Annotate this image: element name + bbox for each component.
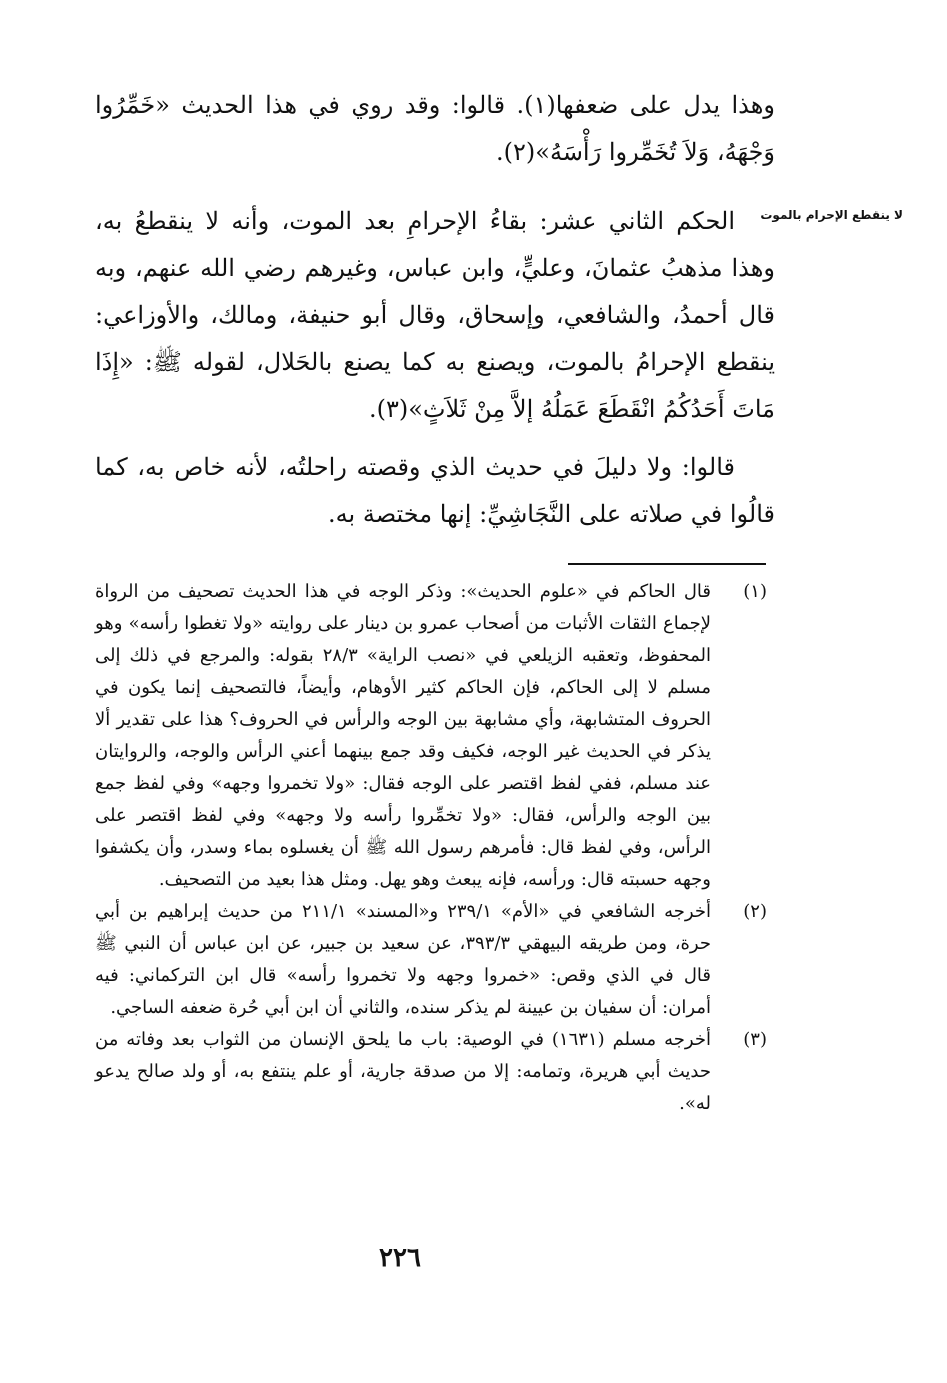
footnote-text: أخرجه الشافعي في «الأم» ٢٣٩/١ و«المسند» ٢١١/١ من حديث إبراهيم بن أبي حرة، ومن طريقه البيهقي ٣٩٣/٣، عن سعيد بن جبير، عن ابن عباس أن النبي ﷺ قال في الذي وقص: «خمروا وجهه ولا تخمروا رأسه» قال ابن التركماني: فيه أمران: أن سفيان بن عيينة لم يذكر سنده، والثاني أن ابن أبي حُرة ضعفه الساجي.	[95, 901, 711, 1018]
footnote-text: أخرجه مسلم (١٦٣١) في الوصية: باب ما يلحق الإنسان من الثواب بعد وفاته من حديث أبي هريرة، وتمامه: إلا من صدقة جارية، أو علم ينتفع به، أو ولد صالح يدعو له».	[95, 1029, 711, 1114]
footnote-text: قال الحاكم في «علوم الحديث»: وذكر الوجه في هذا الحديث تصحيف من الرواة لإجماع الثقات الأثبات من أصحاب عمرو بن دينار على روايته «ولا تغطوا رأسه» وهو المحفوظ، وتعقبه الزيلعي في «نصب الراية» ٢٨/٣ بقوله: والمرجع في ذلك إلى مسلم لا إلى الحاكم، فإن الحاكم كثير الأوهام، وأيضاً، فالتصحيف إنما يكون في الحروف المتشابهة، وأي مشابهة بين الوجه والرأس في الحروف؟ هذا على تقدير ألا يذكر في الحديث غير الوجه، فكيف وقد جمع بينهما أعني الرأس والوجه، والروايتان عند مسلم، ففي لفظ اقتصر على الوجه فقال: «ولا تخمروا وجهه» وفي لفظ جمع بين الوجه والرأس، فقال: «ولا تخمِّروا رأسه ولا وجهه» وفي لفظ اقتصر على الرأس، وفي لفظ قال: فأمرهم رسول الله ﷺ أن يغسلوه بماء وسدر، وأن يكشفوا وجهه حسبته قال: ورأسه، فإنه يبعث وهو يهل. ومثل هذا بعيد من التصحيف.	[95, 581, 711, 890]
body-paragraph-1: وهذا يدل على ضعفها(١). قالوا: وقد روي في هذا الحديث «خَمِّرُوا وَجْهَهُ، وَلاَ تُخَمِّروا رَأْسَهُ»(٢).	[95, 91, 775, 166]
footnotes	[95, 576, 767, 1120]
footnote-separator	[568, 563, 766, 565]
footnote-3	[95, 1024, 767, 1120]
footnote-number: (١)	[743, 581, 767, 602]
page-number: ٢٢٦	[379, 1243, 421, 1273]
footnote-2	[95, 896, 767, 1024]
footnote-1	[95, 576, 767, 896]
footnote-number: (٣)	[743, 1029, 767, 1050]
body-paragraph-2: الحكم الثاني عشر: بقاءُ الإحرامِ بعد الموت، وأنه لا ينقطعُ به، وهذا مذهبُ عثمانَ، وعليٍّ، وابن عباس، وغيرهم رضي الله عنهم، وبه قال أحمدُ، والشافعي، وإسحاق، وقال أبو حنيفة، ومالك، والأوزاعي: ينقطع الإحرامُ بالموت، ويصنع به كما يصنع بالحَلال، لقوله ﷺ: «إِذَا مَاتَ أَحَدُكُمُ انْقَطَعَ عَمَلُهُ إلاَّ مِنْ ثَلاَثٍ»(٣).	[95, 207, 775, 423]
footnote-number: (٢)	[743, 901, 767, 922]
margin-note: لا ينقطع الإحرام بالموت	[760, 208, 903, 222]
body-paragraph-3: قالوا: ولا دليلَ في حديث الذي وقصته راحلتُه، لأنه خاص به، كما قالُوا في صلاته على النَّجَاشِيِّ: إنها مختصة به.	[95, 453, 775, 528]
